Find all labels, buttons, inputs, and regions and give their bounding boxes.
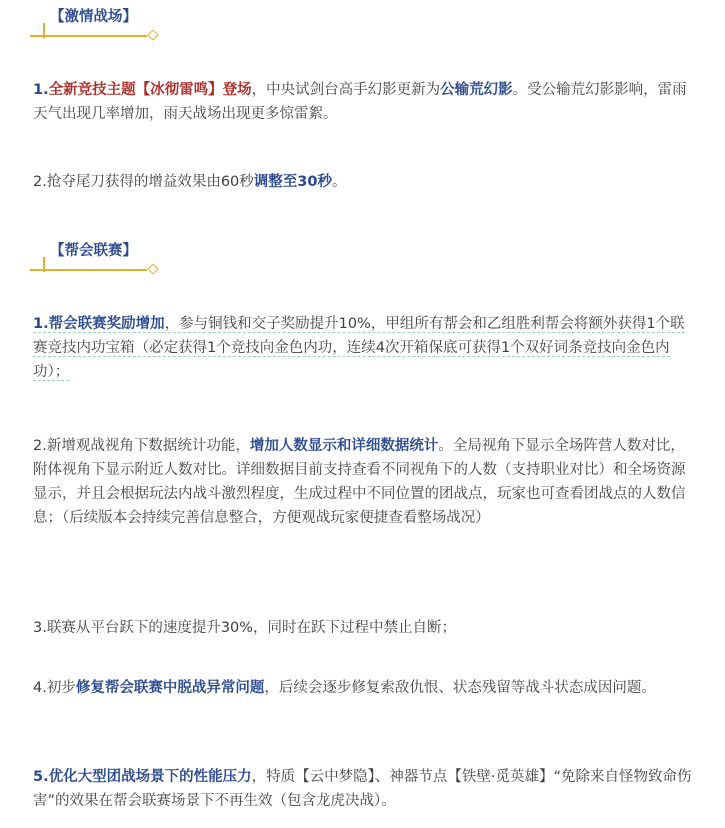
dashed-underlined-text (33, 316, 685, 381)
text: 2.新增观战视角下数据统计功能， (33, 438, 250, 454)
paragraph-platform-jump (33, 616, 693, 640)
text: ，中央试剑台高手幻影更新为 (251, 82, 441, 98)
text: 3.联赛从平台跃下的速度提升30%，同时在跃下过程中禁止自断； (33, 620, 457, 636)
header-decor-underline (30, 35, 147, 37)
highlight-phantom: 公输荒幻影 (440, 82, 513, 98)
highlight-performance: 优化大型团战场景下的性能压力 (48, 769, 252, 785)
diamond-icon (147, 29, 158, 40)
text: ，特质【云中梦隐】、神器节点【铁壁·觅英雄】“免除来自怪物致命伤害”的效果在帮会联赛场景下不再生效（包含龙虎决战）。 (33, 769, 692, 809)
section-header-jiqing-zhanchang (30, 5, 162, 41)
text: 。受公输荒幻影影响，雷雨天气出现几率增加，雨天战场出现更多惊雷絮。 (33, 82, 687, 122)
text: ，后续会逐步修复索敌仇恨、状态残留等战斗状态成因问题。 (264, 680, 656, 696)
paragraph-new-theme (33, 78, 693, 126)
header-decor-underline (30, 269, 147, 271)
highlight-new-theme: 全新竞技主题【冰彻雷鸣】登场 (48, 82, 252, 98)
text: 。全局视角下显示全场阵营人数对比，附体视角下显示附近人数对比。详细数据目前支持查看不同视角下的人数（支持职业对比）和全场资源显示，并且会根据玩法内战斗激烈程度，生成过程中不同位置的团战点，玩家也可查看团战点的人数信息；（后续版本会持续完善信息整合，方便观战玩家便捷查看整场战况） (33, 438, 686, 526)
item-number: 1. (33, 316, 49, 332)
item-number: 1. (33, 82, 49, 98)
paragraph-rewards (33, 312, 693, 384)
paragraph-performance (33, 765, 693, 813)
text: 2.抢夺尾刀获得的增益效果由60秒 (33, 174, 254, 190)
highlight-stats: 增加人数显示和详细数据统计 (249, 438, 439, 454)
section-title: 【激情战场】 (50, 9, 137, 25)
highlight-fix: 修复帮会联赛中脱战异常问题 (75, 680, 265, 696)
paragraph-combat-fix (33, 676, 693, 700)
item-number: 5. (33, 769, 49, 785)
diamond-icon (147, 263, 158, 274)
section-header-banghui-liansai (30, 239, 162, 275)
text: ，参与铜钱和交子奖励提升10%，甲组所有帮会和乙组胜利帮会将额外获得1个联赛竞技内功宝箱（必定获得1个竞技向金色内功，连续4次开箱保底可获得1个双好词条竞技向金色内功）； (33, 316, 685, 380)
section-title: 【帮会联赛】 (50, 243, 137, 259)
highlight-rewards: 帮会联赛奖励增加 (48, 316, 165, 332)
paragraph-spectator-stats (33, 434, 693, 530)
highlight-adjust: 调整至30秒 (253, 174, 332, 190)
text: 4.初步 (33, 680, 76, 696)
paragraph-last-hit-buff (33, 170, 693, 194)
text: 。 (331, 174, 347, 190)
